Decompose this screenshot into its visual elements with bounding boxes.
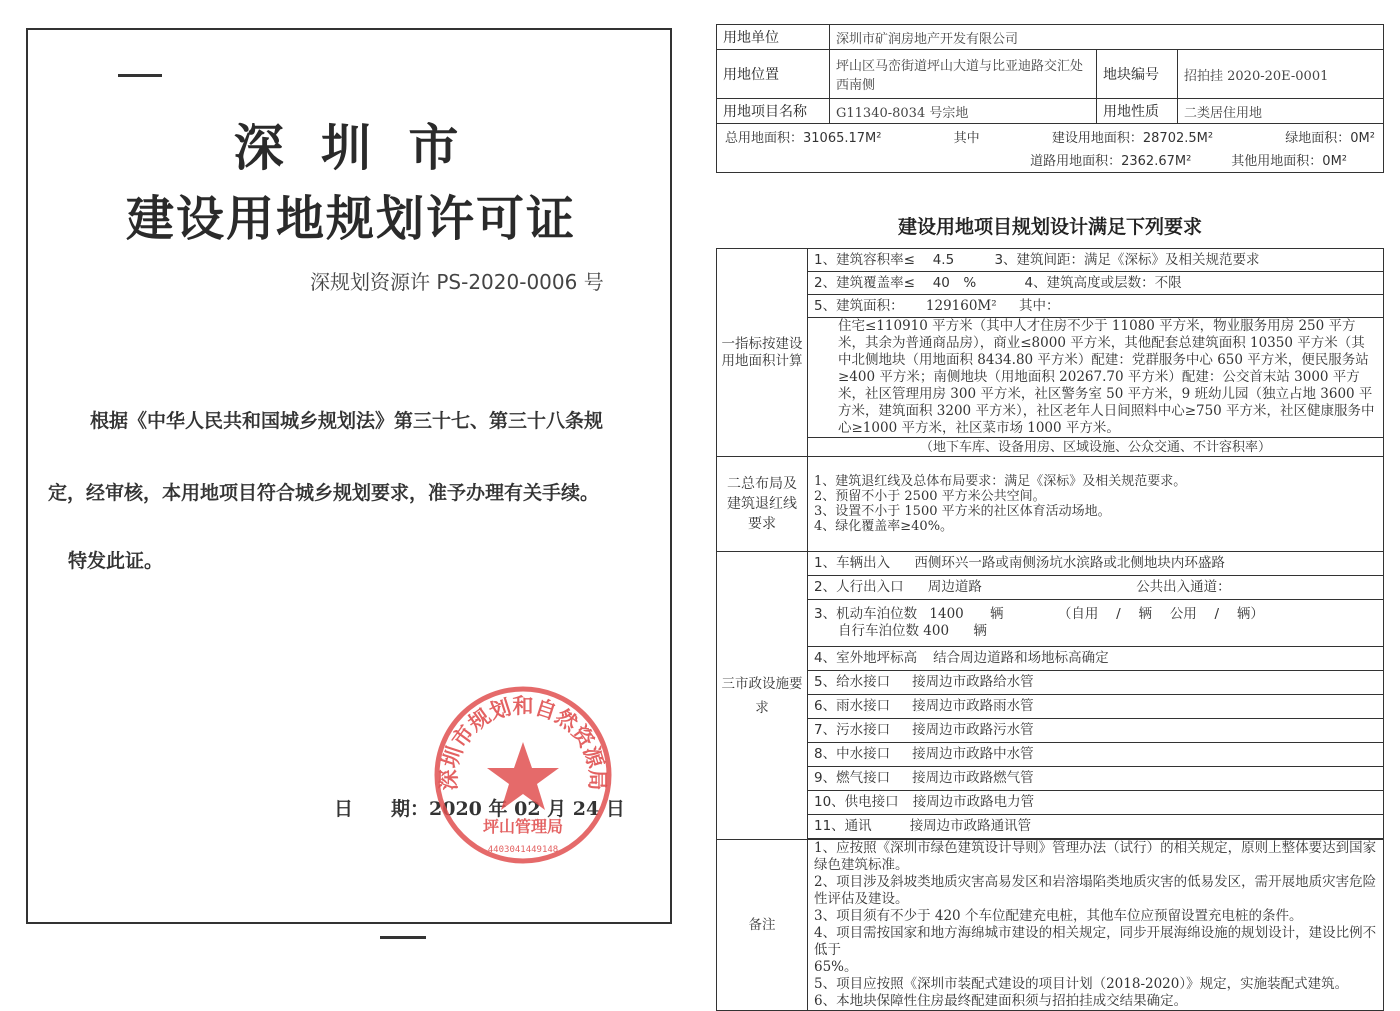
note-item: 6、本地块保障性住房最终配建面积须与招拍挂成交结果确定。	[814, 993, 1188, 1009]
requirements-title: 建设用地项目规划设计满足下列要求	[897, 216, 1202, 238]
height-requirement: 4、建筑高度或层数：不限	[1024, 274, 1182, 291]
section3-label: 三市政设施要求	[717, 552, 808, 840]
section2-item: 1、建筑退红线及总体布局要求：满足《深标》及相关规范要求。	[814, 474, 1187, 489]
area-summary-row	[717, 124, 1384, 173]
note-item: 3、项目须有不少于 420 个车位配建充电桩，其他车位应预留设置充电桩的条件。	[814, 908, 1303, 924]
rain-label: 6、雨水接口	[814, 698, 891, 714]
vehicle-access-label: 1、车辆出入	[814, 555, 891, 571]
parcel-no-label: 地块编号	[1097, 50, 1178, 99]
reclaimed-row	[808, 743, 1384, 767]
permit-number: 深规划资源许 PS-2020-0006 号	[310, 270, 604, 294]
green-area: 绿地面积：0M²	[1285, 131, 1375, 146]
rain-value: 接周边市政路雨水管	[912, 698, 1034, 714]
telecom-row	[808, 815, 1384, 839]
power-value: 接周边市政路电力管	[912, 794, 1035, 810]
section2-item: 2、预留不小于 2500 平方米公共空间。	[814, 489, 1046, 504]
total-area: 总用地面积：31065.17M²	[725, 131, 882, 146]
seal-star-icon	[487, 742, 559, 810]
note-item: 65%。	[814, 959, 858, 975]
official-seal	[428, 680, 618, 870]
water-value: 接周边市政路给水管	[912, 674, 1034, 690]
floor-area-note: （地下车库、设备用房、区域设施、公众交通、不计容积率）	[808, 438, 1384, 457]
note-item: 5、项目应按照《深圳市装配式建设的项目计划（2018-2020）》规定，实施装配式建筑。	[814, 976, 1349, 992]
coverage-requirement: 2、建筑覆盖率≤ 40 %	[814, 274, 977, 291]
road-area: 道路用地面积：2362.67M²	[1030, 154, 1192, 169]
power-row	[808, 791, 1384, 815]
floor-area-among: 其中：	[1018, 297, 1060, 314]
seal-code: 4403041449148	[487, 845, 559, 855]
location-value: 坪山区马峦街道坪山大道与比亚迪路交汇处西南侧	[830, 50, 1097, 99]
floor-area-detail: 住宅≤110910 平方米（其中人才住房不少于 11080 平方米，物业服务用房 250 平方米，其余为普通商品房），商业≤8000 平方米，其他配套总建筑面积 10350 平方米（其中北侧地块（用地面积 8434.80 平方米）配建：党群服务中心 650 平方米，便民服务站≥400 平方米；南侧地块（用地面积 20267.70 平方米）配建：公交首末站 3000 平方米，社区管理用房 300 平方米，社区警务室 50 平方米，9 班幼儿园（独立占地 3600 平方米，建筑面积 3200 平方米），社区老年人日间照料中心≥750 平方米，社区健康服务中心≥1000 平方米，社区菜市场 1000 平方米。	[808, 318, 1384, 438]
parking-split: （自用 / 辆 公用 / 辆）	[1057, 606, 1264, 622]
power-label: 10、供电接口	[814, 794, 899, 810]
gas-row	[808, 767, 1384, 791]
section2-item: 3、设置不小于 1500 平方米的社区体育活动场地。	[814, 504, 1111, 519]
sewage-row	[808, 719, 1384, 743]
rain-row	[808, 695, 1384, 719]
telecom-value: 接周边市政路通讯管	[909, 818, 1032, 834]
far-requirement: 1、建筑容积率≤ 4.5	[814, 251, 955, 268]
spacing-requirement: 3、建筑间距：满足《深标》及相关规范要求	[994, 251, 1260, 268]
among-label: 其中	[953, 131, 980, 146]
pedestrian-row	[808, 576, 1384, 600]
section1-label: 一指标按建设用地面积计算	[717, 249, 808, 457]
certificate-body-line-2: 定，经审核，本用地项目符合城乡规划要求，准予办理有关手续。	[48, 482, 600, 504]
floor-area-row	[808, 295, 1384, 318]
pedestrian-label: 2、人行出入口	[814, 579, 904, 595]
vehicle-access-value: 西侧环兴一路或南侧汤坑水滨路或北侧地块内环盛路	[914, 555, 1225, 571]
vehicle-access-row	[808, 552, 1384, 576]
land-user-label: 用地单位	[717, 25, 830, 50]
section2-item: 4、绿化覆盖率≥40%。	[814, 519, 954, 534]
parking-row	[808, 600, 1384, 647]
note-item: 2、项目涉及斜坡类地质灾害高易发区和岩溶塌陷类地质灾害的低易发区，需开展地质灾害危险性评估及建设。	[814, 874, 1377, 907]
land-use-value: 二类居住用地	[1178, 99, 1384, 124]
project-name-value: G11340-8034 号宗地	[830, 99, 1097, 124]
land-info-table	[716, 24, 1384, 173]
reclaimed-value: 接周边市政路中水管	[912, 746, 1034, 762]
date-value: 2020 年 02 月 24 日	[429, 798, 625, 820]
water-label: 5、给水接口	[814, 674, 891, 690]
notes-label: 备注	[717, 840, 808, 1011]
parking-value: 1400	[929, 606, 964, 622]
location-label: 用地位置	[717, 50, 830, 99]
bike-label: 自行车泊位数	[838, 623, 919, 639]
sewage-label: 7、污水接口	[814, 722, 891, 738]
bike-value: 400	[923, 623, 950, 639]
seal-arc-text: 深圳市规划和自然资源局	[435, 692, 611, 791]
certificate-body-line-3: 特发此证。	[68, 550, 164, 572]
elevation-value: 结合周边道路和场地标高确定	[933, 650, 1109, 666]
requirements-table	[716, 248, 1384, 1011]
gas-label: 9、燃气接口	[814, 770, 891, 786]
land-user-value: 深圳市矿润房地产开发有限公司	[830, 25, 1384, 50]
other-area: 其他用地面积：0M²	[1231, 154, 1347, 169]
bike-unit: 辆	[973, 623, 987, 639]
floor-area-label: 5、建筑面积：	[814, 297, 904, 314]
floor-area-value: 129160M²	[925, 297, 997, 314]
note-item: 4、项目需按国家和地方海绵城市建设的相关规定，同步开展海绵设施的规划设计，建设比例不低于	[814, 925, 1377, 958]
parcel-no-value: 招拍挂 2020-20E-0001	[1178, 50, 1384, 99]
scribble-mark	[118, 74, 162, 77]
date-label: 日 期：	[334, 798, 430, 820]
pedestrian-value: 周边道路	[927, 579, 982, 595]
parking-unit: 辆	[990, 606, 1004, 622]
elevation-row	[808, 647, 1384, 671]
public-access-label: 公共出入通道：	[1136, 579, 1231, 595]
construction-area: 建设用地面积：28702.5M²	[1051, 131, 1214, 146]
coverage-row	[808, 272, 1384, 295]
scribble-mark	[380, 936, 426, 939]
water-row	[808, 671, 1384, 695]
certificate-body-line-1: 根据《中华人民共和国城乡规划法》第三十七、第三十八条规	[90, 410, 604, 432]
parking-label: 3、机动车泊位数	[814, 606, 918, 622]
land-use-label: 用地性质	[1097, 99, 1178, 124]
certificate-city-title: 深 圳 市	[233, 118, 469, 177]
gas-value: 接周边市政路燃气管	[912, 770, 1034, 786]
elevation-label: 4、室外地坪标高	[814, 650, 918, 666]
project-name-label: 用地项目名称	[717, 99, 830, 124]
far-row	[808, 249, 1384, 272]
telecom-label: 11、通讯	[814, 818, 872, 834]
notes-list	[808, 840, 1384, 1011]
sewage-value: 接周边市政路污水管	[912, 722, 1034, 738]
certificate-permit-title: 建设用地规划许可证	[125, 191, 576, 247]
note-item: 1、应按照《深圳市绿色建筑设计导则》管理办法（试行）的相关规定，原则上整体要达到国家绿色建筑标准。	[814, 840, 1377, 873]
section2-label: 二总布局及建筑退红线要求	[717, 457, 808, 552]
reclaimed-label: 8、中水接口	[814, 746, 891, 762]
section2-items	[808, 457, 1384, 552]
certificate-cover-page	[26, 28, 672, 924]
seal-inner-text: 坪山管理局	[482, 817, 564, 836]
